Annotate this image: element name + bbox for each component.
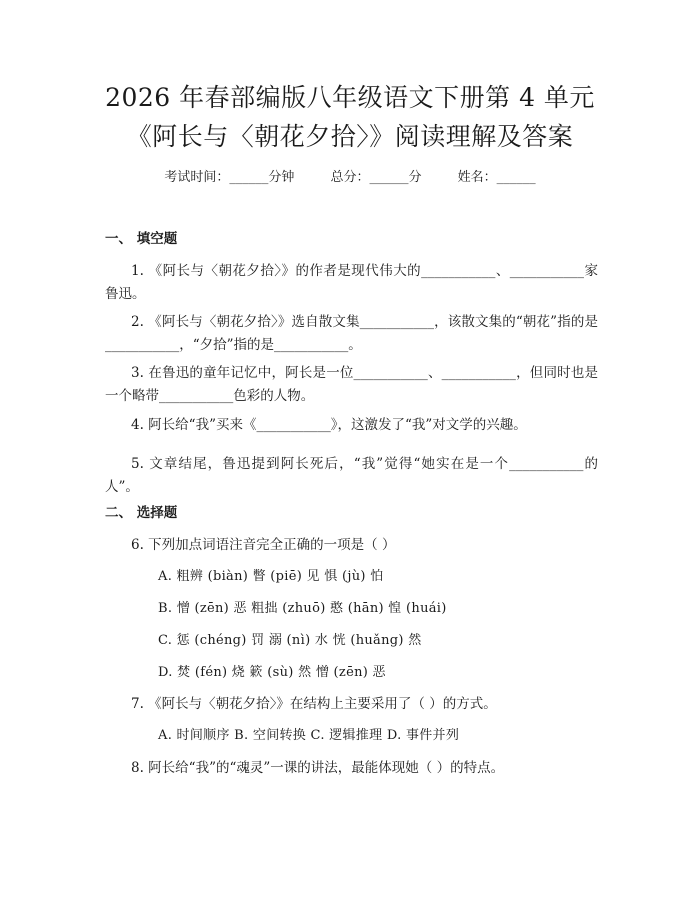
student-name-field: 姓名：______: [457, 170, 536, 185]
exam-meta: [0, 168, 700, 188]
question-6-option-c: C. 惩 (chéng) 罚 溺 (nì) 水 恍 (huǎng) 然: [158, 633, 422, 648]
question-6-stem: 6. 下列加点词语注音完全正确的一项是（ ）: [131, 537, 396, 553]
section-heading-multiple-choice: 二、 选择题: [105, 505, 178, 521]
question-3: 3. 在鲁迅的童年记忆中，阿长是一位___________、___________，但同时也是一个略带___________色彩的人物。: [105, 365, 598, 404]
question-8-stem: 8. 阿长给“我”的“魂灵”一课的讲法，最能体现她（ ）的特点。: [131, 760, 505, 776]
exam-title-line-2: 《阿长与〈朝花夕拾〉》阅读理解及答案: [126, 122, 574, 151]
question-4: 4. 阿长给“我”买来《___________》，这激发了“我”对文学的兴趣。: [131, 417, 527, 433]
question-7-options: A. 时间顺序 B. 空间转换 C. 逻辑推理 D. 事件并列: [158, 728, 460, 743]
question-6-option-a: A. 粗辨 (biàn) 瞥 (piē) 见 惧 (jù) 怕: [158, 569, 384, 584]
section-heading-fill-blank: 一、 填空题: [105, 231, 178, 247]
total-score-field: 总分：______分: [330, 170, 422, 185]
question-6-option-d: D. 焚 (fén) 烧 簌 (sù) 然 憎 (zēn) 恶: [158, 665, 386, 680]
question-2: 2. 《阿长与〈朝花夕拾〉》选自散文集___________，该散文集的“朝花”指的是___________，“夕拾”指的是___________。: [105, 314, 598, 353]
exam-title-line-1: 2026 年春部编版八年级语文下册第 4 单元: [105, 83, 595, 112]
question-7-stem: 7. 《阿长与〈朝花夕拾〉》在结构上主要采用了（ ）的方式。: [131, 696, 497, 712]
question-1: 1. 《阿长与〈朝花夕拾〉》的作者是现代伟大的___________、___________家鲁迅。: [105, 263, 598, 302]
question-6-option-b: B. 憎 (zēn) 恶 粗拙 (zhuō) 憨 (hān) 惶 (huái): [158, 601, 447, 616]
exam-time-field: 考试时间：______分钟: [164, 170, 295, 185]
question-5: 5. 文章结尾，鲁迅提到阿长死后，“我”觉得“她实在是一个___________的人”。: [105, 456, 598, 495]
